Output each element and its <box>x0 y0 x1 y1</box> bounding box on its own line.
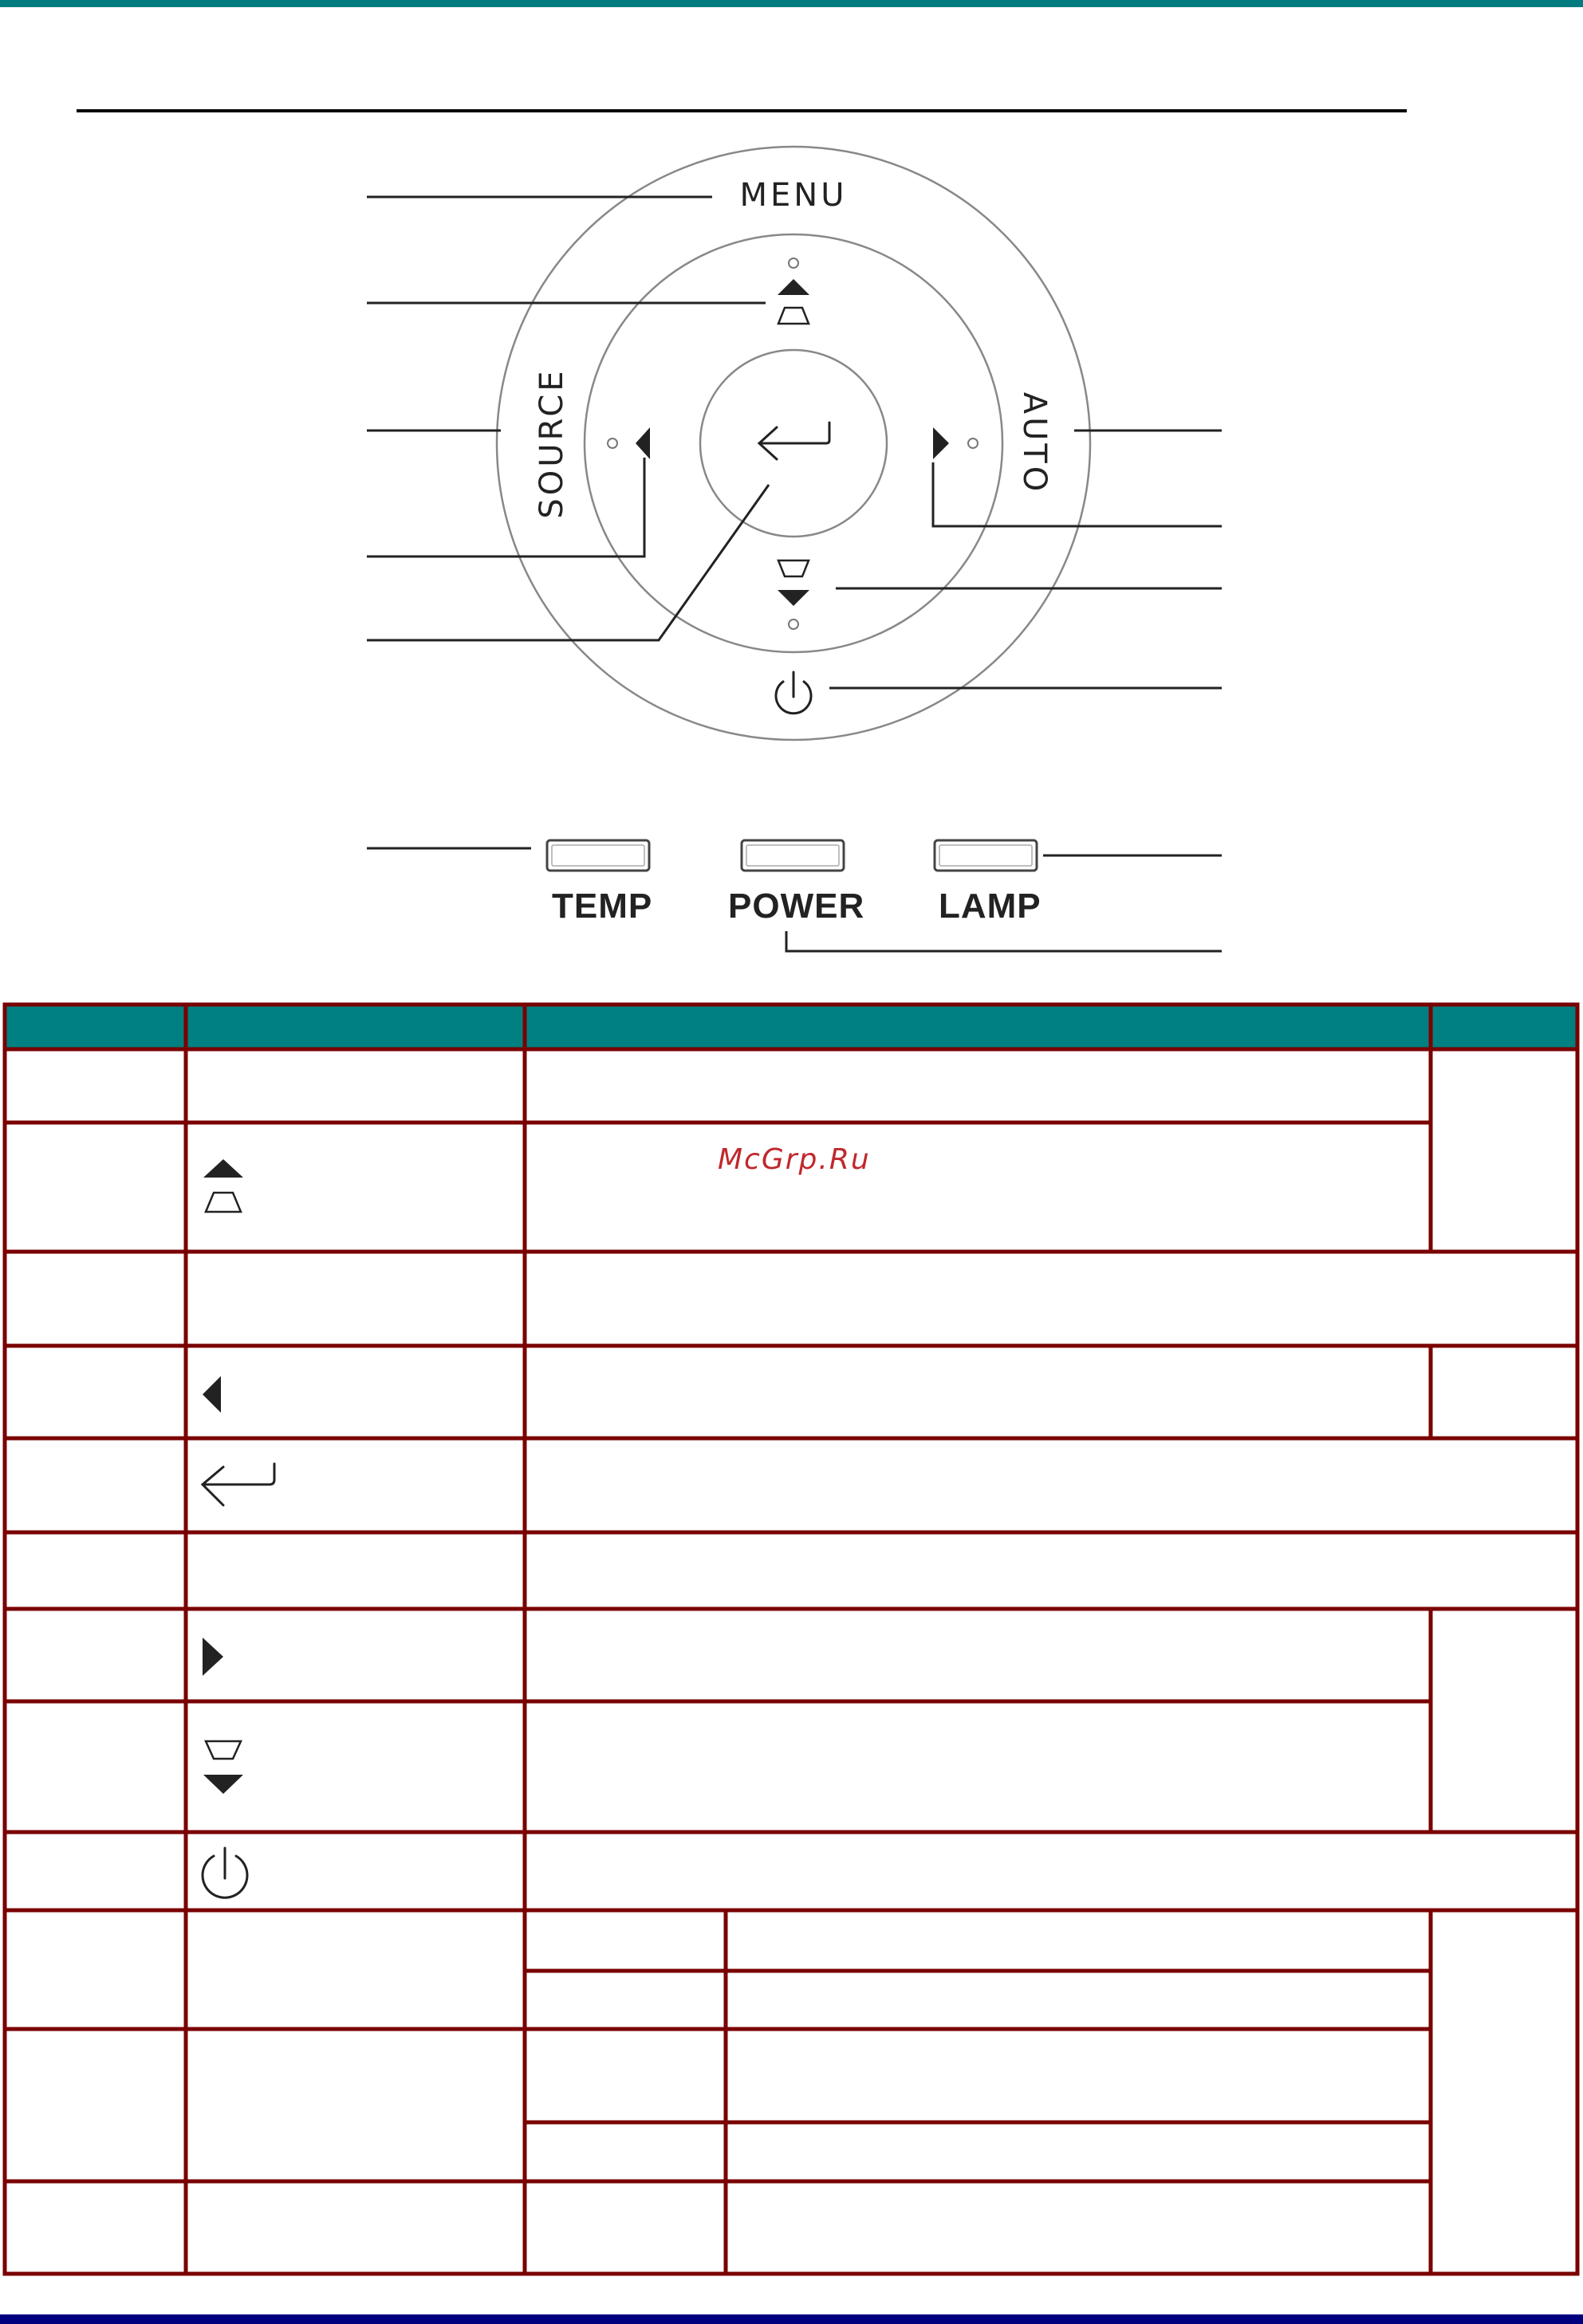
power-led-label: POWER <box>728 887 865 926</box>
table-frame <box>5 1005 1577 2274</box>
row-icon-enter <box>203 1464 274 1505</box>
temp-led-label: TEMP <box>552 887 653 926</box>
row-icon-up-keystone <box>203 1159 243 1212</box>
menu-label[interactable]: MENU <box>739 177 848 214</box>
auto-label[interactable]: AUTO <box>1016 391 1053 495</box>
table-grid <box>5 1005 1577 2274</box>
row-icon-power <box>203 1848 247 1897</box>
lamp-led-label: LAMP <box>939 887 1042 926</box>
row-icon-left-arrow <box>203 1376 221 1413</box>
watermark-text: McGrp.Ru <box>718 1143 871 1176</box>
row-icon-right-arrow <box>203 1638 223 1676</box>
bottom-accent-bar <box>0 2314 1583 2324</box>
row-icon-down-keystone <box>203 1741 243 1794</box>
source-label[interactable]: SOURCE <box>534 368 570 519</box>
